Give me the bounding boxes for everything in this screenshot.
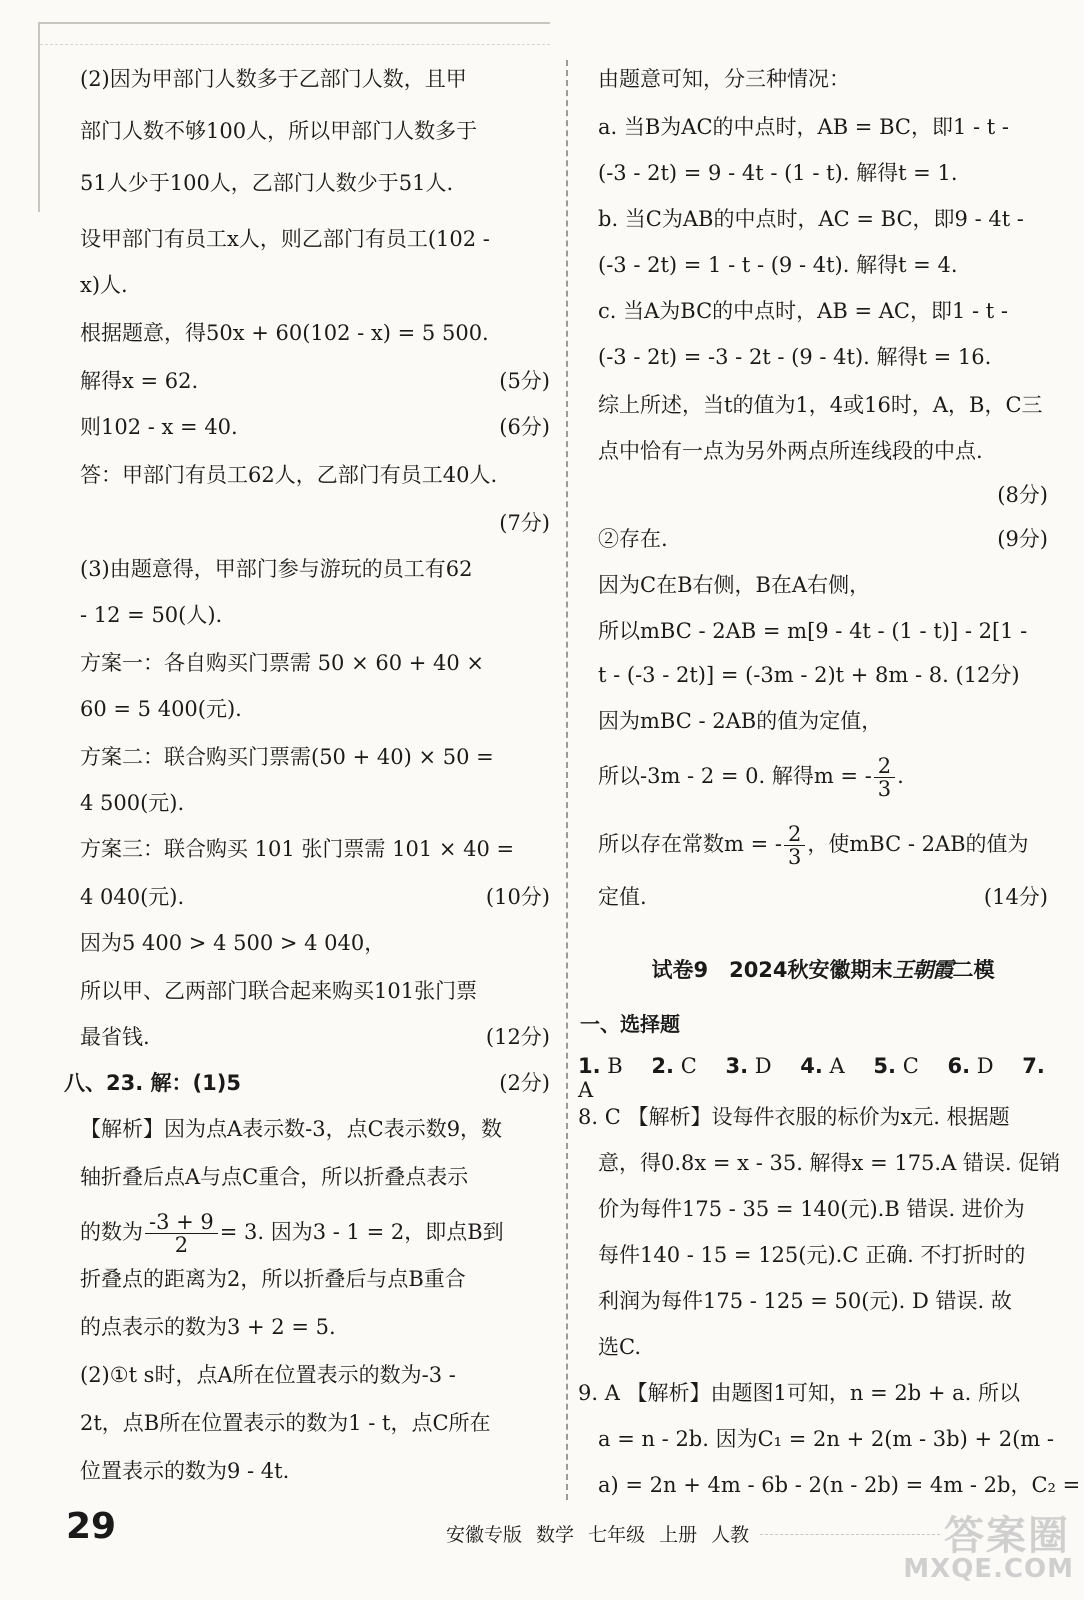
answer-item: 5. C	[873, 1054, 919, 1078]
text-line: 60 = 5 400(元).	[80, 697, 242, 721]
fraction: $\frac{-3 + 9}{2}$	[145, 1211, 218, 1256]
text-line: 点中恰有一点为另外两点所连线段的中点.	[598, 439, 983, 463]
text-line: a) = 2n + 4m - 6b - 2(n - 2b) = 4m - 2b，C₂ =	[598, 1473, 1081, 1497]
text-line: 【解析】因为点A表示数-3，点C表示数9，数	[80, 1117, 503, 1141]
text-line: (2)①t s时，点A所在位置表示的数为-3 -	[80, 1363, 456, 1387]
text-line: 根据题意，得50x + 60(102 - x) = 5 500.	[80, 321, 489, 345]
left-decoration	[38, 22, 44, 212]
fraction: $\frac{2}{3}$	[874, 755, 895, 800]
text-line: 2t，点B所在位置表示的数为1 - t，点C所在	[80, 1411, 491, 1435]
text-line: 51人少于100人，乙部门人数少于51人.	[80, 171, 454, 195]
column-divider	[566, 60, 568, 1500]
watermark-logo	[890, 1500, 1080, 1596]
text-line: (8分)	[997, 483, 1048, 507]
text-line: 最省钱. (12分)	[80, 1025, 550, 1049]
text-line: 选C.	[598, 1335, 641, 1359]
answer-item: 7. A	[578, 1054, 1045, 1102]
fraction-line: 所以存在常数m = - $\frac{2}{3}$ ，使mBC - 2AB的值为	[598, 822, 1029, 869]
fraction: $\frac{2}{3}$	[784, 823, 805, 868]
text-line: x)人.	[80, 273, 128, 297]
text-line: 定值. (14分)	[598, 885, 1048, 909]
text-line: 设甲部门有员工x人，则乙部门有员工(102 -	[80, 227, 490, 251]
text-line: 的点表示的数为3 + 2 = 5.	[80, 1315, 336, 1339]
watermark-text-cn: 答案圈	[944, 1513, 1070, 1559]
text-line: 每件140 - 15 = 125(元).C 正确. 不打折时的	[598, 1243, 1026, 1267]
text-line: 所以甲、乙两部门联合起来购买101张门票	[80, 979, 478, 1003]
text-line: 4 500(元).	[80, 791, 185, 815]
answer-item: 6. D	[947, 1054, 994, 1078]
text-line: 则102 - x = 40. (6分)	[80, 415, 550, 439]
text-line: 方案一：各自购买门票需 50 × 60 + 40 ×	[80, 651, 485, 675]
text-line: 部门人数不够100人，所以甲部门人数多于	[80, 119, 478, 143]
watermark-text-en: MXQE.COM	[903, 1554, 1074, 1584]
text-line: 9. A 【解析】由题图1可知，n = 2b + a. 所以	[578, 1381, 1021, 1405]
text-line: 由题意可知，分三种情况：	[598, 67, 850, 91]
text-line: 8. C 【解析】设每件衣服的标价为x元. 根据题	[578, 1105, 1010, 1129]
answer-item: 4. A	[800, 1054, 845, 1078]
text-line: b. 当C为AB的中点时，AC = BC，即9 - 4t -	[598, 207, 1024, 231]
section-heading: 一、选择题	[580, 1012, 680, 1036]
question-23-header: 八、23. 解：(1)5 (2分)	[64, 1071, 550, 1095]
text-line: 答：甲部门有员工62人，乙部门有员工40人.	[80, 463, 498, 487]
text-line: (2)因为甲部门人数多于乙部门人数，且甲	[80, 67, 467, 91]
answer-item: 2. C	[651, 1054, 697, 1078]
text-line: (-3 - 2t) = -3 - 2t - (9 - 4t). 解得t = 16.	[598, 345, 992, 369]
text-line: 4 040(元). (10分)	[80, 885, 550, 909]
text-line: t - (-3 - 2t)] = (-3m - 2)t + 8m - 8. (12分)	[598, 663, 1020, 687]
fraction-line: 的数为 $\frac{-3 + 9}{2}$ = 3. 因为3 - 1 = 2，即点B到	[80, 1210, 504, 1257]
text-line: 方案二：联合购买门票需(50 + 40) × 50 =	[80, 745, 494, 769]
text-line: 位置表示的数为9 - 4t.	[80, 1459, 290, 1483]
text-line: 方案三：联合购买 101 张门票需 101 × 40 =	[80, 837, 515, 861]
choice-answers	[578, 1054, 1048, 1102]
text-line: a = n - 2b. 因为C₁ = 2n + 2(m - 3b) + 2(m -	[598, 1427, 1054, 1451]
signature-logo: 王朝霞	[892, 957, 953, 982]
text-line: (-3 - 2t) = 9 - 4t - (1 - t). 解得t = 1.	[598, 161, 958, 185]
text-line: 因为5 400 > 4 500 > 4 040，	[80, 931, 386, 955]
text-line: (-3 - 2t) = 1 - t - (9 - 4t). 解得t = 4.	[598, 253, 958, 277]
text-line: ②存在. (9分)	[598, 527, 1048, 551]
answer-item: 3. D	[725, 1054, 772, 1078]
text-line: 意，得0.8x = x - 35. 解得x = 175.A 错误. 促销	[598, 1151, 1061, 1175]
text-line: 价为每件175 - 35 = 140(元).B 错误. 进价为	[598, 1197, 1025, 1221]
answer-item: 1. B	[578, 1054, 623, 1078]
text-line: 利润为每件175 - 125 = 50(元). D 错误. 故	[598, 1289, 1012, 1313]
text-line: 因为C在B右侧，B在A右侧，	[598, 573, 871, 597]
text-line: (3)由题意得，甲部门参与游玩的员工有62	[80, 557, 473, 581]
text-line: 因为mBC - 2AB的值为定值，	[598, 709, 883, 733]
text-line: 解得x = 62. (5分)	[80, 369, 550, 393]
top-decoration	[40, 22, 550, 45]
text-line: a. 当B为AC的中点时，AB = BC，即1 - t -	[598, 115, 1009, 139]
text-line: 所以mBC - 2AB = m[9 - 4t - (1 - t)] - 2[1 -	[598, 619, 1028, 643]
text-line: 综上所述，当t的值为1，4或16时，A，B，C三	[598, 393, 1043, 417]
exam-title: 试卷9 2024秋安徽期末王朝霞二模	[651, 957, 995, 982]
text-line: c. 当A为BC的中点时，AB = AC，即1 - t -	[598, 299, 1008, 323]
text-line: (7分)	[499, 511, 550, 535]
text-line: - 12 = 50(人).	[80, 603, 223, 627]
text-line: 折叠点的距离为2，所以折叠后与点B重合	[80, 1267, 466, 1291]
text-line: 轴折叠后点A与点C重合，所以折叠点表示	[80, 1165, 469, 1189]
fraction-line: 所以-3m - 2 = 0. 解得m = - $\frac{2}{3}$ .	[598, 754, 904, 801]
footer-book-info: 安徽专版 数学 七年级 上册 人教	[446, 1524, 750, 1546]
page-number: 29	[66, 1506, 117, 1547]
